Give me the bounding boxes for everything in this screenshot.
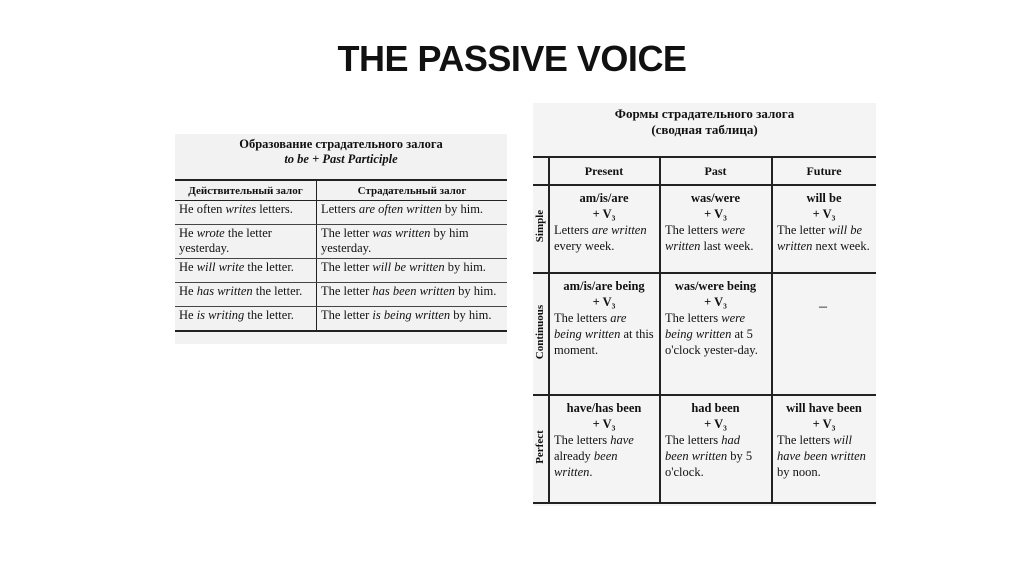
summary-caption-line1: Формы страдательного залога <box>614 106 795 121</box>
cell-simple-future: will be + V₃ The letter will be written next week. <box>777 191 870 253</box>
summary-table-panel <box>533 103 876 506</box>
active-cell: He often writes letters. <box>175 201 317 225</box>
passive-cell: The letter is being written by him. <box>317 307 508 332</box>
cell-perfect-future: will have been + V₃ The letters will have been written by noon. <box>777 401 866 479</box>
formation-table-panel <box>175 134 507 344</box>
passive-cell: The letter will be written by him. <box>317 259 508 283</box>
caption-line1: Образование страдательного залога <box>239 137 443 151</box>
table-row <box>175 259 507 283</box>
cell-perfect-present: have/has been + V₃ The letters have already been written. <box>554 401 642 479</box>
active-cell: He will write the letter. <box>175 259 317 283</box>
table-row <box>175 307 507 332</box>
cell-continuous-present: am/is/are being + V₃ The letters are being written at this moment. <box>554 279 654 357</box>
table-row <box>175 201 507 225</box>
header-active: Действительный залог <box>175 180 317 201</box>
table-row <box>175 225 507 259</box>
active-cell: He wrote the letter yesterday. <box>175 225 317 259</box>
row-label-perfect: Perfect <box>534 430 546 464</box>
formation-table <box>175 179 507 332</box>
cell-continuous-future: – <box>819 298 827 315</box>
active-cell: He is writing the letter. <box>175 307 317 332</box>
grid-line <box>533 394 876 396</box>
summary-caption-line2: (сводная таблица) <box>651 122 758 137</box>
grid-line <box>533 184 876 186</box>
column-header-past: Past <box>704 164 727 178</box>
row-label-continuous: Continuous <box>534 304 546 360</box>
passive-cell: The letter has been written by him. <box>317 283 508 307</box>
grid-line <box>533 502 876 504</box>
grid-line <box>533 272 876 274</box>
table-header-row <box>175 180 507 201</box>
column-header-present: Present <box>584 164 624 178</box>
passive-cell: The letter was written by him yesterday. <box>317 225 508 259</box>
row-label-simple: Simple <box>534 209 546 243</box>
column-header-future: Future <box>806 164 842 178</box>
cell-perfect-past: had been + V₃ The letters had been written by 5 o'clock. <box>665 401 753 479</box>
cell-continuous-past: was/were being + V₃ The letters were being written at 5 o'clock yester-day. <box>665 279 758 357</box>
summary-table-caption <box>533 103 876 138</box>
summary-table-grid <box>533 156 876 506</box>
caption-line2: to be + Past Participle <box>284 152 398 166</box>
header-passive: Страдательный залог <box>317 180 508 201</box>
active-cell: He has written the letter. <box>175 283 317 307</box>
slide-title: THE PASSIVE VOICE <box>337 38 687 79</box>
passive-cell: Letters are often written by him. <box>317 201 508 225</box>
cell-simple-past: was/were + V₃ The letters were written last week. <box>665 191 754 253</box>
cell-simple-present: am/is/are + V₃ Letters are written every week. <box>554 191 647 253</box>
table-row <box>175 283 507 307</box>
formation-table-caption <box>175 134 507 167</box>
